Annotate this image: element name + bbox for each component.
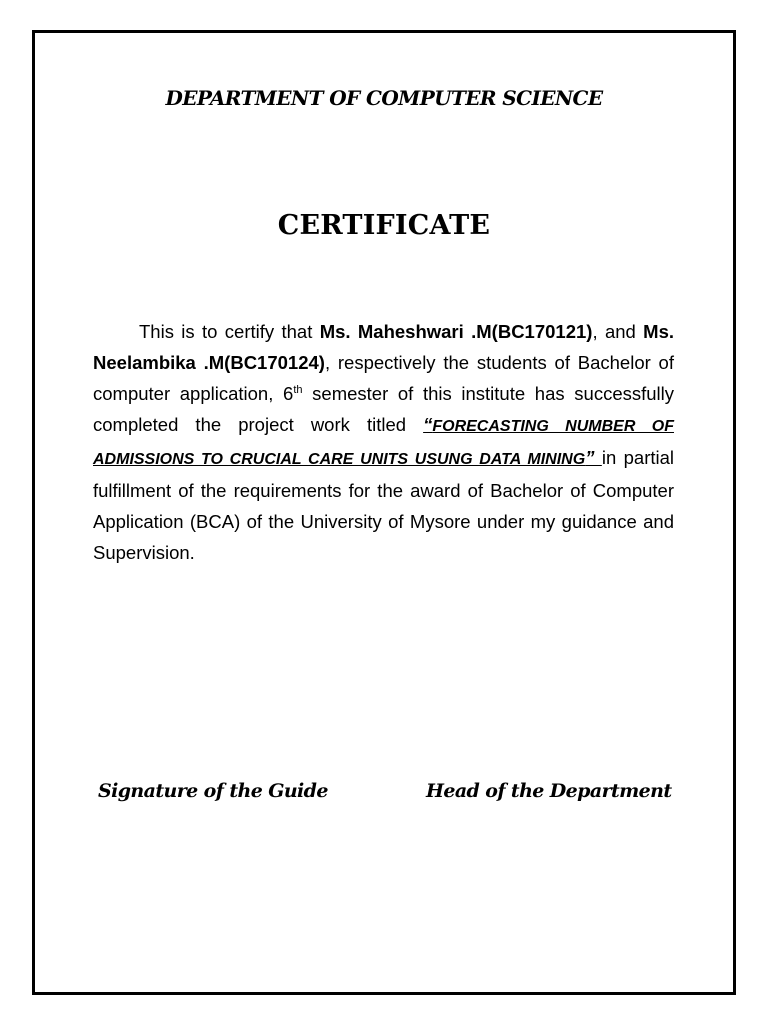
connector-text-3: semester of this institute has successfully completed the project work titled (93, 383, 675, 435)
connector-text-2: , respectively the students of Bachelor of computer application, 6 (93, 352, 674, 404)
certificate-title: CERTIFICATE (277, 210, 491, 241)
student-one-name: Ms. Maheshwari .M(BC170121) (319, 321, 593, 342)
student-two-name: Ms. Neelambika .M(BC170124) (93, 321, 674, 373)
connector-text-1: , and (592, 321, 644, 342)
hod-signature-label: Head of the Department (426, 780, 672, 802)
department-heading: DEPARTMENT OF COMPUTER SCIENCE (165, 86, 603, 110)
intro-text: This is to certify that (139, 321, 320, 342)
project-title-open-quote: “ (423, 414, 433, 435)
certificate-paragraph (93, 316, 674, 568)
project-title-close-quote: ” (585, 447, 602, 468)
closing-text: in partial fulfillment of the requirements for the award of Bachelor of Computer Application (BCA) of the University of Mysore under my guidance and Supervision. (93, 447, 675, 563)
certificate-body (93, 316, 674, 568)
guide-signature-label: Signature of the Guide (98, 780, 328, 802)
ordinal-suffix: th (293, 383, 303, 396)
project-title-text: FORECASTING NUMBER OF ADMISSIONS TO CRUCIAL CARE UNITS USUNG DATA MINING (93, 418, 674, 468)
